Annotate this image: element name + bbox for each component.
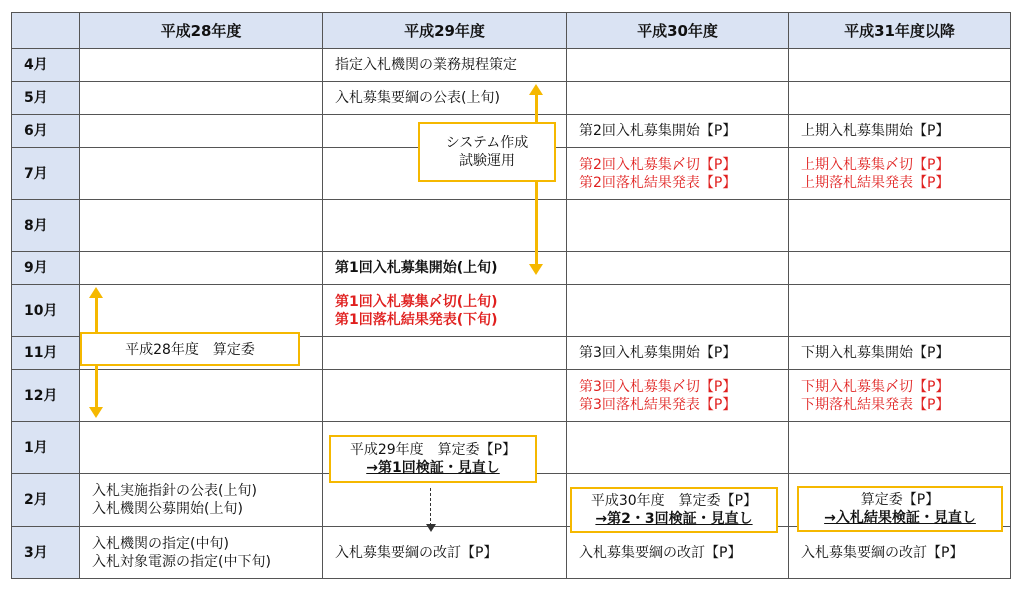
- month-label: 1月: [12, 422, 80, 474]
- month-label: 9月: [12, 252, 80, 285]
- h28-committee-box: [80, 332, 300, 366]
- cell-h30-nov: 第3回入札募集開始【P】: [567, 337, 789, 370]
- guideline-text: 入札実施指針の公表(上旬): [92, 483, 257, 499]
- cell-h30-apr: [567, 49, 789, 82]
- row-apr: [12, 49, 1011, 82]
- cell-h28-sep: [80, 252, 323, 285]
- cell-h28-oct: [80, 285, 323, 337]
- header-h30: 平成30年度: [567, 13, 789, 49]
- cell-h28-apr: [80, 49, 323, 82]
- cell-h28-may: [80, 82, 323, 115]
- deadline-text: 第3回入札募集〆切【P】: [579, 378, 737, 395]
- h30-committee-text: 平成30年度 算定委【P】: [590, 493, 758, 509]
- result-text: 上期落札結果発表【P】: [801, 174, 950, 191]
- cell-h28-jul: [80, 148, 323, 200]
- row-mar: [12, 527, 1011, 579]
- cell-h28-aug: [80, 200, 323, 252]
- h30-committee-box: [570, 487, 778, 533]
- deadline-text: 上期入札募集〆切【P】: [801, 156, 950, 173]
- system-box: [418, 122, 556, 182]
- cell-h31-mar: 入札募集要綱の改訂【P】: [789, 527, 1011, 579]
- row-sep: [12, 252, 1011, 285]
- h29-committee-text: 平成29年度 算定委【P】: [349, 442, 517, 458]
- cell-h30-sep: [567, 252, 789, 285]
- cell-h29-aug: [323, 200, 567, 252]
- cell-h30-jan: [567, 422, 789, 474]
- source-text: 入札対象電源の指定(中下旬): [92, 553, 271, 570]
- cell-h29-dec: [323, 370, 567, 422]
- system-text: システム作成: [445, 135, 529, 151]
- cell-h31-sep: [789, 252, 1011, 285]
- row-dec: [12, 370, 1011, 422]
- result-text: 下期落札結果発表【P】: [801, 396, 950, 413]
- row-oct: [12, 285, 1011, 337]
- month-label: 8月: [12, 200, 80, 252]
- deadline-text: 下期入札募集〆切【P】: [801, 378, 950, 395]
- recruit-text: 入札機関公募開始(上旬): [92, 501, 243, 517]
- cell-h29-nov: [323, 337, 567, 370]
- cell-h31-jun: 上期入札募集開始【P】: [789, 115, 1011, 148]
- cell-h31-jul: [789, 148, 1011, 200]
- dashed-arrow-line: [430, 488, 431, 526]
- arrow-down-icon: [426, 524, 436, 532]
- month-label: 3月: [12, 527, 80, 579]
- cell-h30-mar: 入札募集要綱の改訂【P】: [567, 527, 789, 579]
- cell-h29-oct: [323, 285, 567, 337]
- cell-h31-may: [789, 82, 1011, 115]
- h31-committee-text: 算定委【P】: [860, 492, 940, 508]
- month-label: 4月: [12, 49, 80, 82]
- header-corner: [12, 13, 80, 49]
- row-aug: [12, 200, 1011, 252]
- cell-h29-sep: 第1回入札募集開始(上旬): [323, 252, 567, 285]
- cell-h30-jul: [567, 148, 789, 200]
- header-h28: 平成28年度: [80, 13, 323, 49]
- cell-h30-oct: [567, 285, 789, 337]
- cell-h28-mar: [80, 527, 323, 579]
- h29-committee-box: [329, 435, 537, 483]
- h30-review-text: →第2・3回検証・見直し: [595, 511, 753, 527]
- month-label: 11月: [12, 337, 80, 370]
- cell-h30-may: [567, 82, 789, 115]
- header-row: [12, 13, 1011, 49]
- cell-h28-dec: [80, 370, 323, 422]
- designation-text: 入札機関の指定(中旬): [92, 535, 229, 552]
- row-may: [12, 82, 1011, 115]
- cell-h31-jan: [789, 422, 1011, 474]
- cell-h31-aug: [789, 200, 1011, 252]
- cell-h30-dec: [567, 370, 789, 422]
- cell-h29-mar: 入札募集要綱の改訂【P】: [323, 527, 567, 579]
- arrow-down-icon: [529, 264, 543, 275]
- deadline-text: 第2回入札募集〆切【P】: [579, 156, 737, 173]
- cell-h31-apr: [789, 49, 1011, 82]
- month-label: 2月: [12, 474, 80, 527]
- h29-review-text: →第1回検証・見直し: [366, 460, 500, 476]
- month-label: 10月: [12, 285, 80, 337]
- h31-committee-box: [797, 486, 1003, 532]
- month-label: 12月: [12, 370, 80, 422]
- result-text: 第1回落札結果発表(下旬): [335, 311, 498, 328]
- h28-committee-text: 平成28年度 算定委: [125, 342, 255, 358]
- cell-h30-aug: [567, 200, 789, 252]
- cell-h28-jun: [80, 115, 323, 148]
- cell-h31-oct: [789, 285, 1011, 337]
- cell-h31-nov: 下期入札募集開始【P】: [789, 337, 1011, 370]
- deadline-text: 第1回入札募集〆切(上旬): [335, 293, 498, 310]
- month-label: 7月: [12, 148, 80, 200]
- result-text: 第3回落札結果発表【P】: [579, 396, 737, 413]
- cell-h29-apr: 指定入札機関の業務規程策定: [323, 49, 567, 82]
- trial-text: 試験運用: [459, 153, 515, 169]
- header-h31: 平成31年度以降: [789, 13, 1011, 49]
- cell-h29-may: 入札募集要綱の公表(上旬): [323, 82, 567, 115]
- header-h29: 平成29年度: [323, 13, 567, 49]
- month-label: 6月: [12, 115, 80, 148]
- month-label: 5月: [12, 82, 80, 115]
- cell-h28-jan: [80, 422, 323, 474]
- arrow-down-icon: [89, 407, 103, 418]
- cell-h30-jun: 第2回入札募集開始【P】: [567, 115, 789, 148]
- result-text: 第2回落札結果発表【P】: [579, 174, 737, 191]
- h31-review-text: →入札結果検証・見直し: [824, 510, 976, 526]
- cell-h28-feb: [80, 474, 323, 527]
- cell-h31-dec: [789, 370, 1011, 422]
